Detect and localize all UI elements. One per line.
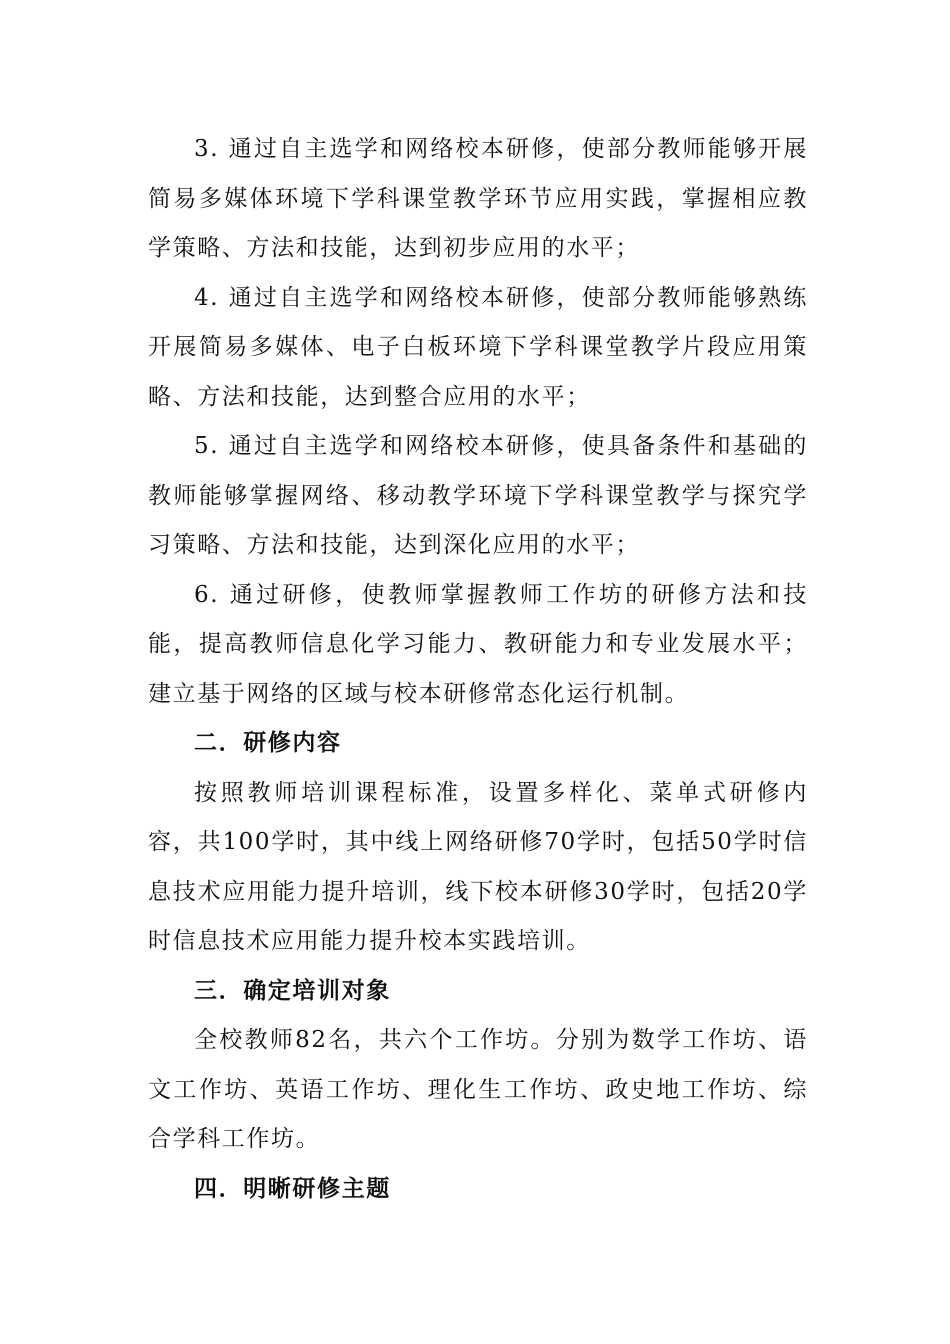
paragraph-item-5: 5. 通过自主选学和网络校本研修，使具备条件和基础的教师能够掌握网络、移动教学环境下学科课堂教学与探究学习策略、方法和技能，达到深化应用的水平；: [148, 433, 808, 558]
section-paragraph-content: 按照教师培训课程标准，设置多样化、菜单式研修内容，共100学时，其中线上网络研修70学时，包括50学时信息技术应用能力提升培训，线下校本研修30学时，包括20学时信息技术应用能力提升校本实践培训。: [148, 779, 808, 954]
section-paragraph-target: 全校教师82名，共六个工作坊。分别为数学工作坊、语文工作坊、英语工作坊、理化生工作坊、政史地工作坊、综合学科工作坊。: [148, 1027, 808, 1152]
paragraph-item-4: 4. 通过自主选学和网络校本研修，使部分教师能够熟练开展简易多媒体、电子白板环境下学科课堂教学片段应用策略、方法和技能，达到整合应用的水平；: [148, 284, 808, 410]
section-heading-theme: 四．明晰研修主题: [194, 1175, 391, 1202]
section-heading-content: 二．研修内容: [194, 730, 342, 756]
paragraph-item-6: 6. 通过研修，使教师掌握教师工作坊的研修方法和技能，提高教师信息化学习能力、教研能力和专业发展水平；建立基于网络的区域与校本研修常态化运行机制。: [148, 581, 808, 707]
section-heading-target: 三．确定培训对象: [194, 977, 391, 1004]
document-body: [148, 125, 808, 1214]
paragraph-item-3: 3. 通过自主选学和网络校本研修，使部分教师能够开展简易多媒体环境下学科课堂教学环节应用实践，掌握相应教学策略、方法和技能，达到初步应用的水平；: [148, 136, 808, 261]
